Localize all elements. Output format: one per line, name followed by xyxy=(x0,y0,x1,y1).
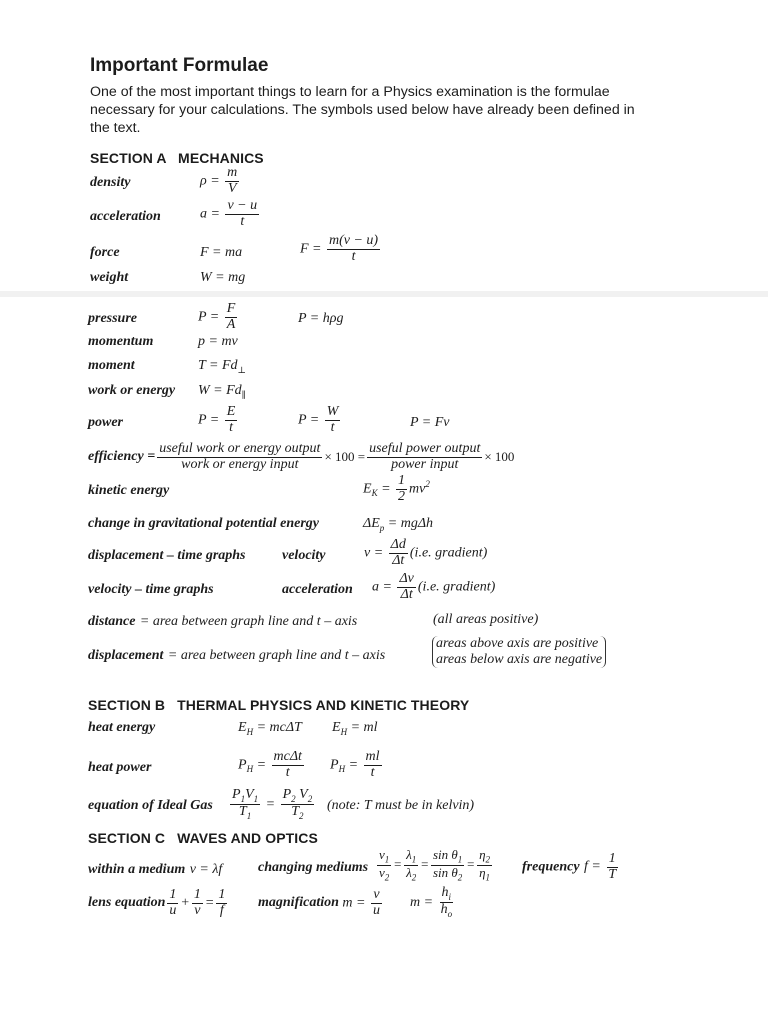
label-kinetic: kinetic energy xyxy=(88,483,170,498)
formula-acceleration: a = $\frac{v - u}{t}$ xyxy=(200,198,258,229)
formula-gpe: $\Delta E_p = mg\Delta h$ xyxy=(363,516,434,533)
label-power: power xyxy=(88,415,123,430)
label-density: density xyxy=(90,175,131,190)
lens-row xyxy=(88,888,229,918)
formula-heat-energy-2: $E_H$ = ml xyxy=(332,720,378,737)
label-distance: distance xyxy=(88,614,136,629)
note-areas-below: areas below axis are negative xyxy=(436,652,603,667)
label-pressure: pressure xyxy=(88,311,138,326)
label-acceleration-2: acceleration xyxy=(282,582,353,597)
formula-moment: $T = Fd_\perp$ xyxy=(198,358,247,375)
wave-medium-row xyxy=(88,860,222,878)
section-c-heading: SECTION C WAVES AND OPTICS xyxy=(88,830,318,846)
label-efficiency: efficiency = xyxy=(88,449,156,465)
page-title: Important Formulae xyxy=(90,55,269,76)
formula-accel-gradient: a = $\frac{\Delta v}{\Delta t}$ (i.e. gradient) xyxy=(372,571,496,602)
label-velocity: velocity xyxy=(282,548,326,563)
formula-heat-energy-1: $E_H = mc\Delta T$ xyxy=(238,720,302,737)
note-all-positive: (all areas positive) xyxy=(433,612,539,627)
formula-power-wt: P = $\frac{W}{t}$ xyxy=(298,404,339,435)
formula-heat-power-2: $P_H$ = $\frac{ml}{t}$ xyxy=(330,749,380,780)
formula-force-ma: F = ma xyxy=(200,245,243,260)
scan-band xyxy=(0,291,768,297)
formula-work: $W = Fd_\parallel$ xyxy=(198,383,246,400)
distance-row xyxy=(88,612,357,630)
label-moment: moment xyxy=(88,358,135,373)
formula-pressure: P = $\frac{F}{A}$ xyxy=(198,301,236,332)
label-weight: weight xyxy=(90,270,129,285)
note-areas-brace xyxy=(432,636,606,668)
label-heat-power: heat power xyxy=(88,760,152,775)
frequency-row xyxy=(522,852,620,882)
formula-velocity-gradient: v = $\frac{\Delta d}{\Delta t}$ (i.e. gradient) xyxy=(364,537,488,568)
label-work: work or energy xyxy=(88,383,176,398)
formula-kinetic: $E_K$ = $\frac{1}{2}$ $mv^2$ xyxy=(363,473,430,504)
label-frequency: frequency xyxy=(522,859,580,875)
label-gpe: change in gravitational potential energy xyxy=(88,516,320,531)
formula-force-momentum: F = $\frac{m(v - u)}{t}$ xyxy=(300,233,379,264)
label-displacement: displacement xyxy=(88,648,164,663)
note-kelvin: (note: T must be in kelvin) xyxy=(327,798,475,813)
formula-magnification-1: m = $\frac{v}{u}$ xyxy=(338,887,380,918)
label-changing-mediums: changing mediums xyxy=(258,860,369,875)
label-ideal-gas: equation of Ideal Gas xyxy=(88,798,213,813)
formula-density: ρ = $\frac{m}{V}$ xyxy=(200,165,238,196)
efficiency-times-100: × 100 xyxy=(484,449,515,465)
formula-lens: $\frac{1}{u}$ + $\frac{1}{v}$ = $\frac{1}{f}$ xyxy=(169,887,226,918)
label-magnification: magnification xyxy=(258,895,339,911)
formula-power-et: P = $\frac{E}{t}$ xyxy=(198,404,236,435)
displacement-definition: = area between graph line and t – axis xyxy=(167,648,386,663)
note-areas-above: areas above axis are positive xyxy=(436,636,599,651)
formula-magnification-2: m = $\frac{h_i}{h_o}$ xyxy=(410,885,453,920)
formula-heat-power-1: $P_H$ = $\frac{\text{mcΔt}}{t}$ xyxy=(238,749,302,780)
label-acceleration: acceleration xyxy=(90,209,161,224)
efficiency-fraction-work: $\frac{\text{useful work or energy output}}{\text{work or energy input}}$ xyxy=(159,441,321,472)
label-heat-energy: heat energy xyxy=(88,720,156,735)
formula-momentum: p = mv xyxy=(198,334,238,349)
displacement-row xyxy=(88,646,385,664)
intro-paragraph: One of the most important things to learn for a Physics examination is the formulae necessary for your calculations. The symbols used below have already been defined in the text. xyxy=(90,84,635,136)
label-dt-graph: displacement – time graphs xyxy=(88,548,246,563)
formula-refraction: $\frac{v_1}{v_2}$ = $\frac{\lambda_1}{\lambda_2}$ = $\frac{\sin \theta_1}{\sin \theta_2}$ = $\frac{\eta_2}{\eta_1}$ xyxy=(379,847,491,883)
formula-frequency: f = $\frac{1}{T}$ xyxy=(584,851,617,882)
formula-wave: v = λf xyxy=(189,862,223,877)
label-momentum: momentum xyxy=(88,334,154,349)
magnification-row xyxy=(258,888,384,918)
label-lens-equation: lens equation xyxy=(88,895,166,911)
formula-ideal-gas: $\frac{P_1V_1}{T_1}$ = $\frac{P_2 V_2}{T_2}$ xyxy=(232,787,313,822)
section-a-heading: SECTION A MECHANICS xyxy=(90,150,264,166)
formula-pressure-fluid: P = hρg xyxy=(298,311,344,326)
label-vt-graph: velocity – time graphs xyxy=(88,582,214,597)
formula-power-fv: P = Fv xyxy=(410,415,450,430)
formula-weight: W = mg xyxy=(200,270,246,285)
efficiency-times-equals: × 100 = xyxy=(324,449,366,465)
label-within-medium: within a medium xyxy=(88,862,186,877)
distance-definition: = area between graph line and t – axis xyxy=(139,614,358,629)
efficiency-fraction-power: $\frac{\text{useful power output}}{\text{power input}}$ xyxy=(369,441,481,472)
efficiency-row xyxy=(88,442,514,472)
section-b-heading: SECTION B THERMAL PHYSICS AND KINETIC THEORY xyxy=(88,697,470,713)
label-force: force xyxy=(90,245,120,260)
